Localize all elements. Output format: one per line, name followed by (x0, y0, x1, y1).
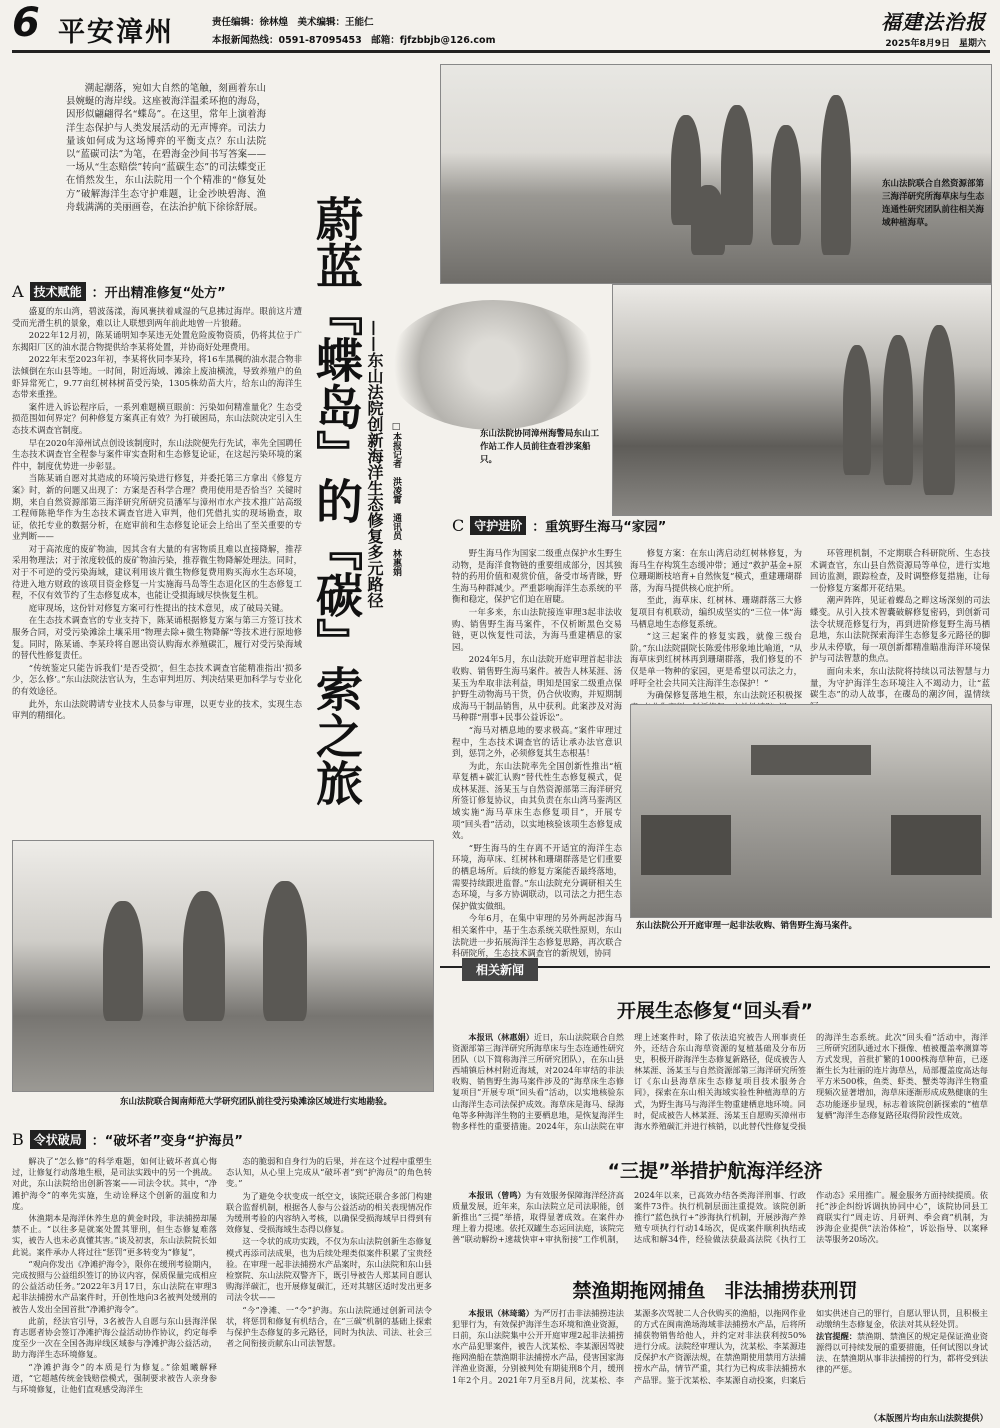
news3-note-label: 法官提醒： (816, 1331, 857, 1342)
section-c-title: ：重筑野生海马“家园” (532, 520, 667, 535)
masthead-logo: 福建法治报 (881, 10, 986, 34)
section-a-title: ：开出精准修复“处方” (91, 286, 226, 301)
section-a-heading (12, 282, 302, 301)
photo-figure (721, 105, 753, 245)
photo-figure (691, 185, 725, 255)
section-a-label: 技术赋能 (30, 282, 86, 301)
photo1-caption: 东山法院联合自然资源部第三海洋研究所海草床与生态连通性研究团队前往相关海域种植海草。 (882, 179, 985, 228)
photo-inset-circle (388, 300, 598, 430)
main-title-part2: 『碳』索之旅 (308, 524, 363, 806)
photo-desk (891, 815, 981, 875)
news1-body: 本报讯（林惠娟）近日，东山法院联合自然资源部第三海洋研究所海草床与生态连通性研究团队（以下简称海洋三所研究团队），在东山县西埔镇后林村附近海域，对2024年审结的非法收购、销售野生海马案件涉及的“海草床生态修复项目”开展专项“回头看”活动，以实地核验东山海洋生态司法保护成效。海草床是海马、绿海龟等多种海洋生物的主要栖息地，是恢复海洋生物多样性的重要措施。2024年，东山法院在审理上述案件时，除了依法追究被告人刑事责任外，还结合东山海草资源的复植基础及分布历史，积极开辟海洋生态修复新路径，促成被告人林某涯、汤某玉与自然资源部第三海洋研究所签订《东山县海草床生态修复项目技术服务合同》，探索在东山相关海域实验性种植海草的方式，为野生海马与海洋生物重建栖息地环境。同时，促成被告人林某涯、汤某玉自愿购买漳州市海水养殖碳汇并进行核销，以此替代性修复受损的海洋生态系统。此次“回头看”活动中，海洋三所研究团队通过水下摄像、植被覆盖率测算等方式发现，首批扩繁的1000株海草种苗，已逐渐生长为壮丽的连片海草丛，局部覆盖度高达每平方米500株，鱼类、虾类、蟹类等海洋生物重现频次显著增加，海草床逐渐形成成熟健康的生态功能逐步显现，标志着该院创新探索的“植草复栖”海洋生态修复路径取得阶段性成效。 (452, 1032, 988, 1131)
footer-note: （本版图片均由东山法院提供） (868, 1414, 988, 1424)
section-b-label: 令状破局 (30, 1130, 86, 1149)
section-c-body-col2: 修复方案：在东山湾启动红树林修复，为海马生存构筑生态缓冲带；通过“救护基金+原位珊瑚断枝培育+自然恢复”模式，重建珊瑚群落，为海马提供核心庇护所。 至此，海草床、红树林、珊瑚群落三大修复项目有机联动，编织成坚实的“三位一体”海马栖息地生态修复系统。 “这三起案件的修复实践，就像三级台阶。”东山法院副院长陈爱伟形象地比喻道，“从海草床到红树林再到珊瑚群落，我们修复的不仅是单一物种的家园，更是希望以司法之力，呼吁全社会共同关注海洋生态保护！” 为确保修复落地生根，东山法院还积极探 (630, 548, 802, 701)
main-subtitle: ——东山法院创新海洋生态修复多元路径 (365, 320, 384, 608)
photo-field-survey (12, 840, 434, 1092)
news3-note: 禁渔期、禁渔区的规定是保证渔业资源得以可持续发展的重要措施，任何试图以身试法、在禁渔期从事非法捕捞的行为，都将受到法律的严惩。 (816, 1331, 988, 1375)
hotline-line: 本报新闻热线：0591-87095453 邮箱：fjfzbbjb@126.com (212, 35, 496, 46)
photo-figure (103, 901, 143, 1021)
section-b-body-col1: 解决了“怎么修”的科学难题，如何让破坏者真心悔过，让修复行动落地生根，是司法实践中的另一个挑战。对此，东山法院给出创新答案——司法令状。其中，“净滩护海令”的率先实施，生动诠释这个创新的温度和力度。 休渔期本是海洋休养生息的黄金时段，非法捕捞却屡禁不止。“以往多是就案处置其罪刑，但生态修复难落实，被告人也未必真懂其害。”谈及初衷，东山法院院长如此说。案件承办人将过往“惩罚”更多转变为“修复”， “观向你发出《净滩护海令》，限你在缓刑考验期内，完成按照与公益组织签订的协议内容，保质保量完成相应的公益活动任务。”2022年3月17日，东山法院在审理3起非法捕捞水产品案件时，开创性地向3名被判处缓刑的被告人发出全国首批“净滩护海令”。 此前，经法官引导，3名被告人自愿与东山县海洋保育志愿者协会签订净滩护海公益活动协作协议，约定每季度至少一次在全国各海岸线区域参与净滩护海公益活动，助力海洋生态环境修复。 “净滩护海令”的本质是行为修复。”徐姐曦解释道，“它超越传统金钱赔偿模式，强制要求被告人亲身参与环境修复，让他们直观感受海洋生 (12, 1156, 217, 1395)
photo-figure (263, 881, 307, 1021)
section-c-letter: C (452, 516, 465, 535)
section-a-letter: A (12, 282, 24, 301)
photo-seagrass-planting (440, 64, 992, 284)
photo3-caption: 东山法院联合闽南师范大学研究团队前往受污染滩涂区域进行实地勘验。 (120, 1097, 393, 1107)
news2-body: 本报讯（曾鸣）为有效服务保障海洋经济高质量发展，近年来，东山法院立足司法职能，创新推出“三提”举措，取得显著成效。在案件办理上着力提速。依托双罐生态运回法庭，该院完善“联动解纷+速裁快审+审执衔接”工作机制，2024年以来，已高效办结各类海洋刑事、行政案件73件。执行机制层面注重提效。该院创新推行“蓝色执行+”涉海执行机制，开展涉海产养殖专项执行行动14场次，促成案件顺利执结或达成和解34件，经验做法获最高法院《执行工作动态》采用推广。履金服务方面持续提质。依托“涉企纠纷诉调执协同中心”，该院协同县工商联实行“周走访、月研判、季会商”机制，为涉海企业提供“法治体检”，诉讼指导、以案释法等服务20场次。 (452, 1190, 988, 1245)
section-b-title: ：“破坏者”变身“护海员” (91, 1134, 243, 1149)
section-b-body-col2: 态的脆弱和自身行为的后果，并在这个过程中重塑生态认知，从心里上完成从“破坏者”到“护海员”的角色转变。” 为了避免令状变成一纸空文，该院还联合多部门构建联合监督机制，根据各人参与公益活动的相关表现情况作为缓刑考验的内容纳入考核，以确保受损海域早日得到有效修复、受损海域生态得以修复。 这一令状的成功实践，不仅为东山法院创新生态修复模式再添司法成果，也为后续处理类似案件积累了宝贵经验。在审理一起非法捕捞水产品案时，东山法院和东山县检察院、东山法院双警齐下，既引导被告人郑某同自愿认购海洋碳汇，也开展修复碳汇，还对其辖区适时发出更多司法令状—— “今”净滩、一“令”护海。东山法院通过创新司法令状，将惩罚和修复有机结合，在“三碳”机制的基础上探索与保护生态修复的多元路径，同时为执法、司法、社会三者之间衔接贡献东山司法智慧。 (226, 1156, 432, 1349)
page-number: 6 (12, 0, 40, 46)
header-rule (12, 50, 990, 53)
byline: □本报记者 洪凌霄 通讯员 林惠娟 (391, 422, 401, 576)
related-news-banner: 相关新闻 (462, 958, 538, 981)
section-b-letter: B (12, 1130, 24, 1149)
photo-figure (883, 335, 913, 485)
news2-title: “三提”举措护航海洋经济 (607, 1160, 823, 1182)
section-title: 平安漳州 (58, 17, 174, 48)
photo-figure (923, 325, 955, 495)
photo-desk (641, 815, 731, 875)
photo-figure (821, 95, 851, 255)
photo-vessel-inspection (612, 284, 992, 516)
news3-body: 本报讯（林琦璐）为严厉打击非法捕捞违法犯罪行为，有效保护海洋生态环境和渔业资源，日前，东山法院集中公开开庭审理2起非法捕捞水产品犯罪案件，被告人沈某松、李某源因驾驶拖网渔船在禁渔期非法捕捞水产品，侵害国家海洋渔业资源，分别被判处有期徒刑8个月，缓刑1年2个月。2021年7月至8月间，沈某松、李某源多次驾驶二人合伙购买的渔船，以拖网作业的方式在闽南渔场海域非法捕捞水产品，后将所捕获物销售给他人，并约定对非法获利按50%进行分成。法院经审理认为，沈某松、李某源违反保护水产资源法规，在禁渔期使用禁用方法捕捞水产品，情节严重，其行为已构成非法捕捞水产品罪。鉴于沈某松、李某源自动投案，归案后如实供述自己的罪行，自愿认罪认罚，且积极主动缴纳生态修复金，依法对其从轻处罚。 法官提醒：禁渔期、禁渔区的规定是保证渔业资源得以可持续发展的重要措施，任何试图以身试法、在禁渔期从事非法捕捞的行为，都将受到法律的严惩。 (452, 1308, 988, 1385)
date-line: 2025年8月9日 星期六 (885, 39, 986, 49)
page-header (12, 0, 990, 52)
news3-title: 禁渔期拖网捕鱼 非法捕捞获刑罚 (572, 1280, 858, 1302)
photo-figure (843, 345, 871, 475)
photo2-caption: 东山法院协同漳州海警局东山工作站工作人员前往查看涉案船只。 (480, 429, 600, 465)
photo4-caption: 东山法院公开开庭审理一起非法收购、销售野生海马案件。 (636, 921, 858, 931)
photo-figure (183, 891, 225, 1021)
photo-bench (751, 745, 871, 775)
section-a-body: 盛夏的东山湾，碧波荡漾，海风裹挟着咸湿的气息拂过海岸。眼前这片遭受而光滑生机的景象，难以让人联想到两年前此地曾一片狼藉。 2022年12月初，陈某诵明知李某违无处置危险废物资质，仍将其位于广东揭阳厂区的油水混合物提供给李某将处置，并协商好处理费用。 2022年末至2023年初，李某将伙同李某玲，将16车黑稠的油水混合物非法倾倒在东山县等地。一时间，附近海域、滩涂上废油横流，导致养殖户的鱼虾异常死亡，9.77亩红树林树苗受污染，1305株幼苗大片，给东山的海洋生态带来重挫。 案件进入诉讼程序后，一系列难题横亘眼前：污染如何精准量化？生态受损范围如何界定？何种修复方案真正有效？为打破困局，东山法院决定引入生态技术调查官制度。 早在2020年漳州试点创设该制度时，东山法院便先行先试，率先全国聘任生态技术调查官全程参与案件审实查附和生态修复论证，在这起污染环境的案件中，制度优势进一步彰显。 当陈某诵自愿对其造成的环境污染进行修复，并委托第三方拿出《修复方案》时，新的问题又出现了：方案是否科学合理？费用使用是否恰当？关键时期，来自自然资源部第三海洋研究所研究员潘军与漳州市水产技术推广站高级工程师陈艳华作为生态技术调查官进入审判，他们凭借扎实的现场勘查，取证，依托专业的数据分析，在庭审前和生态修复论证会上给出了至关重要的专业判断—— 对于高浓度的废矿物油，因其含有大量的有害物质且难以直接降解，推荐采用物理法；对于浓度较低的废矿物油污染，推荐微生物降解处理法。同时，对于不可逆的受污染海域，建议利用该片微生物修复费用购买海水生态环境，待进入地方财政的该项目资金修复一片实施海马岛等生态退化区的生态修复工程，不仅有效节约了生态修复成本，也能让受损海域尽快恢复生机。 庭审现场，这份针对修复方案可行性提出的技术意见，成了破局关键。 在生态技术调查官的专业支持下，陈某诵根据修复方案与第三方签订技术服务合同，对受污染滩涂土壤采用“物理去除+微生物降解”等技术进行原地修复。同时，陈某诵、李某玲将自愿出资认购海水养殖碳汇，履行对受污染海域的替代性修复责任。 “传统鉴定只能告诉我们‘是否受损’，但生态技术调查官能精准指出‘损多少，怎么修’。”东山法院法官认为，生态审判坦厉、判决结果更加科学与专业化的有效途径。 此外，东山法院聘请专业技术人员参与审理，以更专业的技术，实现生态审判的精细化。 (12, 306, 302, 721)
photo-courtroom-trial (630, 704, 992, 918)
lead-paragraph: 溯起潮落，宛如大自然的笔触，刻画着东山县婉蜒的海岸线。这座被海洋温柔环抱的海岛，因形似翩翩得名“蝶岛”。在这里，常年上演着海洋生态保护与人类发展活动的无声博弈。司法力量该如何成为这场博弈的平衡支点？东山法院以“蓝碳司法”为笔，在碧海金沙间书写答案——一场从“生态赔偿”转向“蓝碳生态”的司法蝶变正在悄然发生，东山法院用一个个精准的“修复处方”破解海洋生态守护难题，让金沙映碧海、渔舟载满满的美丽画卷，在法治护航下徐徐舒展。 (66, 83, 266, 213)
main-title-part1: 蔚蓝『蝶岛』的 (308, 195, 363, 524)
section-c-body-col3: 环管理机制，不定期联合科研院所、生态技术调查官，东山县自然资源局等单位，进行实地回访监测，跟踪检查，及时调整修复措施，让每一份修复方案都开花结果。 潮声阵阵，见证着蝶岛之畔这场深刻的司法蝶变。从引入技术智囊破解修复密码，到创新司法令状规范修复行为，再到进阶修复野生海马栖息地，东山法院探索海洋生态修复多元路径的脚步从未停歇，每一项创新都精准瞄准海洋环境保护与司法智慧的焦点。 面向未来，东山法院将持续以司法智慧与力量，为守护海洋生态环境注入不竭动力，让“蓝碳生态”的动人故事，在碟岛的潮汐间，温情续 (810, 548, 990, 700)
news1-byline: 本报讯（林惠娟） (468, 1032, 534, 1042)
news3-byline: 本报讯（林琦璐） (468, 1308, 534, 1318)
news1-title: 开展生态修复“回头看” (617, 1000, 813, 1022)
editor-line: 责任编辑：徐林煌 美术编辑：王能仁 (212, 17, 374, 28)
section-c-label: 守护进阶 (470, 516, 526, 535)
section-c-heading (452, 516, 852, 535)
photo-figure (771, 125, 801, 245)
section-b-heading (12, 1130, 432, 1149)
section-c-body-col1: 野生海马作为国家二级重点保护水生野生动物，是海洋食物链的重要组成部分，因其独特的药用价值和观赏价值，备受市场青睐，野生海马种群减少。严重影响海洋生态系统的平衡和稳定，保护它们迫在眉睫。 一年多来，东山法院接连审理3起非法收购、销售野生海马案件，不仅析断黑色交易链，更以恢复性司法，为海马重建栖息的家园。 2024年5月，东山法院开庭审理首起非法收购、销售野生海马案件。被告人林某涯、汤某玉为牟取非法利益，明知是国家二级重点保护野生动物海马干货，仍合伙收购，并短期制成海马干制品销售，从中获利。此案涉及对海马种群“刑事+民事公益诉讼”。 “海马对栖息地的要求极高。”案件审理过程中，生态技术调查官的话让承办法官意识到，惩罚之外，必须修复其生态根基！ 为此，东山法院率先全国创新性推出“植草复栖+碳汇认购”替代性生态修复模式，促成林某涯、汤某玉与自然资源部第三海洋研究所签订修复协议，由其负责在东山湾马銮湾区域实施“海马草床生态修复项目”，开展专项“回头看”活动，以实地核验该项生态修复成效。 “野生海马的生存离不开适宜的海洋生态环境，海草床、红树林和珊瑚群落是它们重要的栖息场所。后续的修复方案能否最终落地，需要持续跟进监督。”东山法院充分调研相关生态环境，与多方协调联动，以司法之力把生态保护做实做细。 今年6月，在集中审理的另外两起涉海马相关案件中，基于生态系统关联性原则，东山法院进一步拓展海洋生态修复思路，再次联合科研院所，生态技术调查官的新规划，协同 (452, 548, 622, 959)
main-title (308, 195, 362, 815)
news2-byline: 本报讯（曾鸣） (468, 1190, 526, 1200)
